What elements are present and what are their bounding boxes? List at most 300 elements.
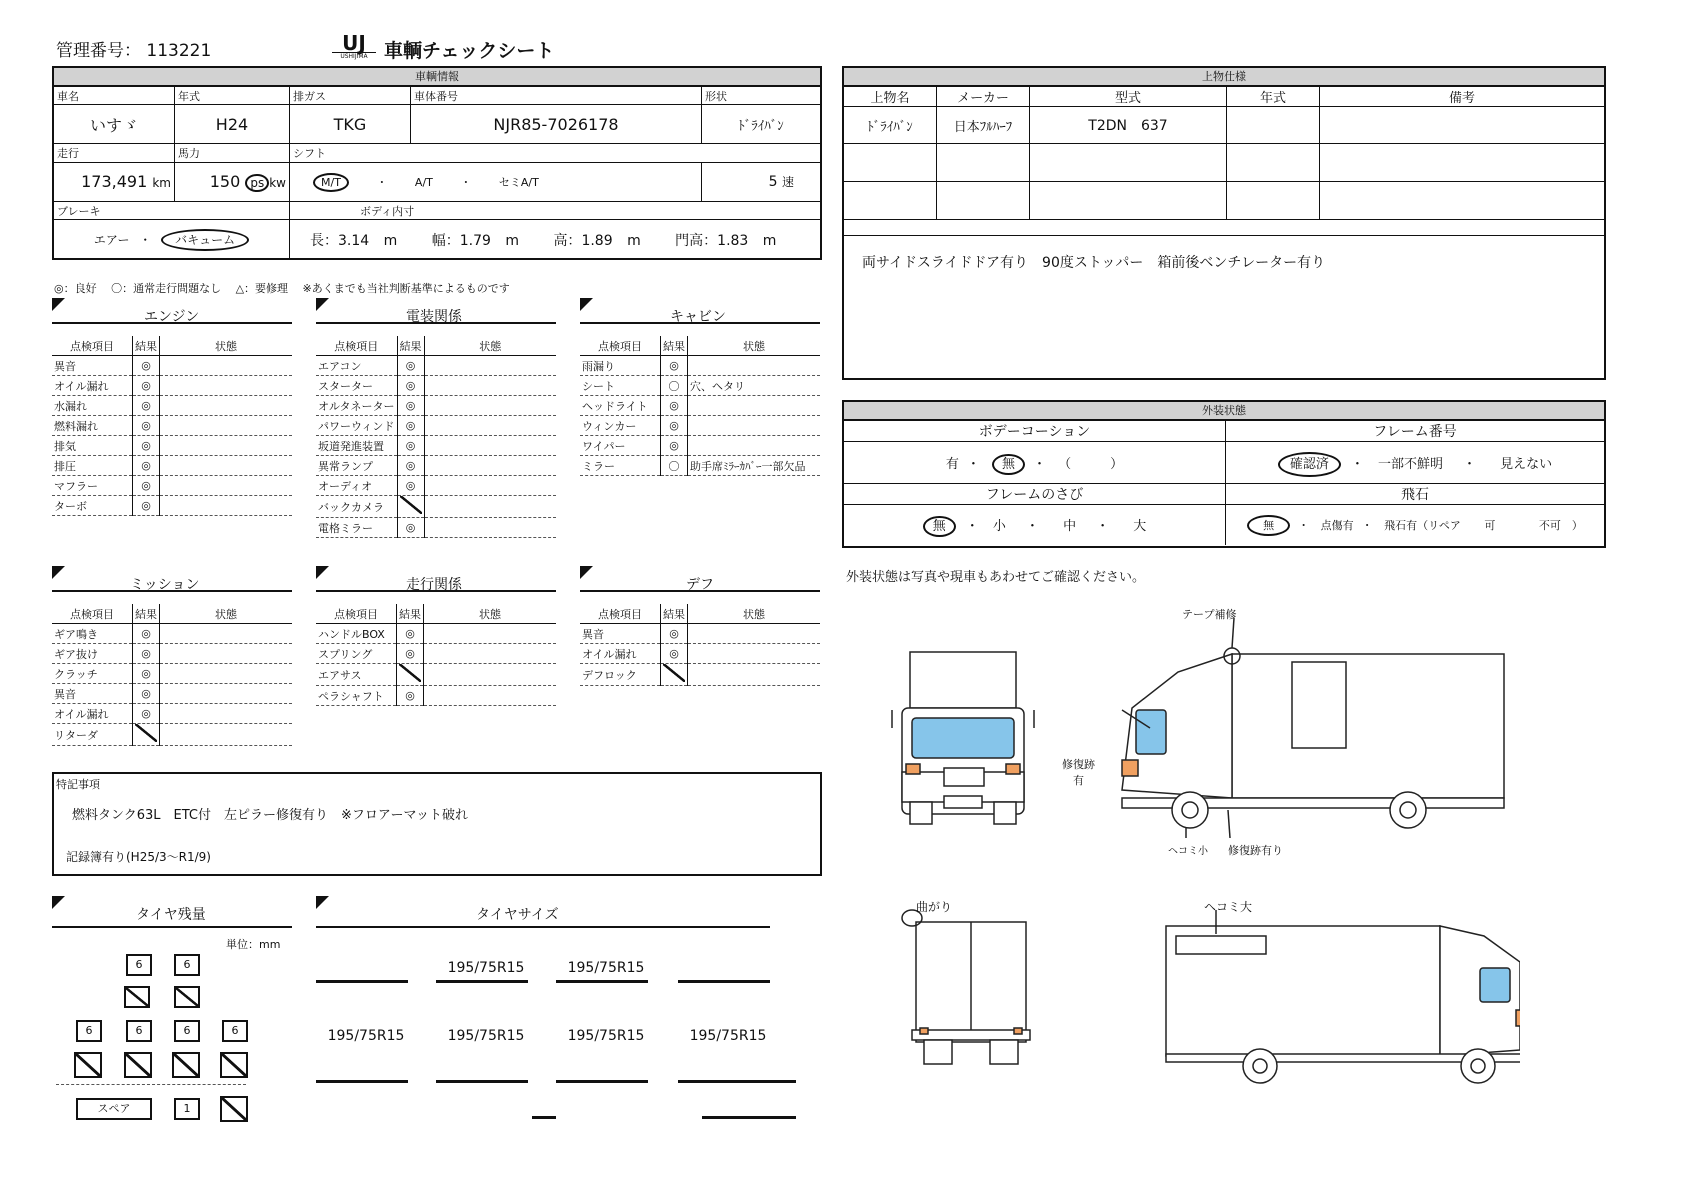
inspection-result <box>661 436 688 456</box>
upper-note: 両サイドスライドドア有り 90度ストッパー 箱前後ベンチレーター有り <box>862 255 1326 271</box>
inspection-item: ミラー <box>580 456 661 476</box>
upper-year <box>1227 107 1320 144</box>
inspection-item: クラッチ <box>52 664 133 684</box>
inspection-result <box>661 456 688 476</box>
result-mark: ◎ <box>141 399 151 412</box>
mission-title: ミッション <box>130 577 200 593</box>
result-mark: 〇 <box>668 459 680 473</box>
result-mark: ◎ <box>669 399 679 412</box>
table-row <box>52 644 292 664</box>
inspection-state <box>688 436 821 456</box>
tyre-rear-3-box <box>172 1052 200 1078</box>
engine-table <box>52 336 292 516</box>
inspection-state <box>160 644 293 664</box>
inspection-state <box>160 436 293 456</box>
inspection-state <box>160 496 293 516</box>
col-state: 状態 <box>688 336 821 356</box>
inspection-state: 穴、ヘタリ <box>688 376 821 396</box>
tyre-front-left: 6 <box>126 954 152 976</box>
legend: ◎：良好 〇：通常走行問題なし △：要修理 ※あくまでも当社判断基準によるものです <box>54 282 510 295</box>
tyre-size-title: タイヤサイズ <box>476 907 559 923</box>
brake-cell: エアー ・ バキューム <box>54 220 290 259</box>
vehicle-name: いすゞ <box>54 105 175 144</box>
label-exhaust: 排ガス <box>290 87 411 105</box>
inspection-item: 燃料漏れ <box>52 416 133 436</box>
brake-air: エアー <box>93 233 130 248</box>
shift-semi: セミA/T <box>498 175 539 189</box>
speeds-value: 5 <box>768 174 778 191</box>
inspection-state <box>688 356 821 376</box>
inspection-result <box>397 664 424 686</box>
inspection-state <box>160 416 293 436</box>
vehicle-info-box <box>52 66 822 260</box>
inspection-item: スターター <box>316 376 397 396</box>
inspection-item: エアコン <box>316 356 397 376</box>
inspection-state <box>688 624 821 644</box>
label-name: 車名 <box>54 87 175 105</box>
inspection-state <box>424 356 556 376</box>
tyre-rear-2-box <box>124 1052 152 1078</box>
electrical-title: 電装関係 <box>406 309 462 325</box>
exterior-box <box>842 400 1606 548</box>
result-mark: ◎ <box>405 627 415 640</box>
frame-rust-none: 無 <box>923 516 956 537</box>
col-state: 状態 <box>160 604 293 624</box>
inspection-item: ハンドルBOX <box>316 624 397 644</box>
inspection-result <box>397 518 424 538</box>
inspection-result <box>397 376 424 396</box>
inspection-state <box>424 376 556 396</box>
inspection-result <box>133 376 160 396</box>
table-row <box>52 456 292 476</box>
col-item: 点検項目 <box>580 604 661 624</box>
special-line-1: 燃料タンク63L ETC付 左ピラー修復有り ※フロアーマット破れ <box>72 808 468 823</box>
inspection-state <box>688 416 821 436</box>
table-row <box>316 518 556 538</box>
hp-cell <box>175 162 290 201</box>
frame-rust-options: 無 ・ 小 ・ 中 ・ 大 <box>844 505 1226 545</box>
door-height: 1.83 <box>717 232 749 249</box>
table-row <box>52 496 292 516</box>
table-row <box>52 624 292 644</box>
result-mark: ◎ <box>405 379 416 392</box>
result-mark: ◎ <box>405 419 416 432</box>
result-mark: ◎ <box>669 627 679 640</box>
exterior-note: 外装状態は写真や現車もあわせてご確認ください。 <box>846 570 1146 585</box>
table-row <box>316 686 556 706</box>
inspection-result <box>397 496 424 518</box>
inspection-result <box>133 396 160 416</box>
inspection-state <box>160 456 293 476</box>
col-upper-name: 上物名 <box>844 87 937 107</box>
inspection-state <box>424 396 556 416</box>
hp-unit-kw: kw <box>269 176 286 191</box>
cabin-title: キャビン <box>670 309 726 325</box>
inspection-state <box>160 624 293 644</box>
diff-title: デフ <box>686 577 714 593</box>
inspection-result <box>133 356 160 376</box>
not-applicable-icon <box>135 724 157 742</box>
inspection-item: 雨漏り <box>580 356 661 376</box>
inspection-state <box>688 664 821 686</box>
table-row <box>316 396 556 416</box>
label-year: 年式 <box>175 87 290 105</box>
inspection-state <box>688 644 821 664</box>
table-row <box>316 496 556 518</box>
inspection-result <box>661 664 688 686</box>
inspection-result <box>133 684 160 704</box>
table-row <box>52 724 292 746</box>
inspection-item: ギア鳴き <box>52 624 133 644</box>
result-mark: ◎ <box>141 499 151 512</box>
tyre-size-marker-icon <box>316 896 329 909</box>
truck-rear-view <box>902 910 1030 1064</box>
inspection-state <box>160 396 293 416</box>
inspection-result <box>661 644 688 664</box>
col-item: 点検項目 <box>316 604 397 624</box>
inspection-state <box>424 496 556 518</box>
inspection-state <box>160 376 293 396</box>
result-mark: ◎ <box>669 647 679 660</box>
inspection-state <box>424 644 557 664</box>
label-chassis: 車体番号 <box>411 87 702 105</box>
truck-left-view <box>1166 910 1520 1083</box>
result-mark: ◎ <box>405 399 416 412</box>
special-line-2: 記録簿有り(H25/3～R1/9) <box>66 850 211 864</box>
inspection-item: オーディオ <box>316 476 397 496</box>
tyre-size-front-left: 195/75R15 <box>447 960 525 976</box>
inspection-result <box>661 396 688 416</box>
tyre-rem-unit: 単位：mm <box>226 938 281 951</box>
upper-model: T2DN 637 <box>1030 107 1227 144</box>
inspection-state <box>424 664 557 686</box>
inspection-result <box>397 416 424 436</box>
inspection-item: オイル漏れ <box>52 704 133 724</box>
mileage-unit: km <box>152 176 171 191</box>
exterior-header: 外装状態 <box>844 402 1604 420</box>
inspection-state <box>688 396 821 416</box>
brake-vacuum: バキューム <box>161 229 249 251</box>
inspection-item: デフロック <box>580 664 661 686</box>
table-row <box>580 356 820 376</box>
tyre-size-rear-2: 195/75R15 <box>447 1028 525 1044</box>
table-row <box>580 456 820 476</box>
upper-spec-header: 上物仕様 <box>844 68 1604 86</box>
tyre-size-rear-1: 195/75R15 <box>327 1028 405 1044</box>
col-result: 結果 <box>661 604 688 624</box>
inspection-item: シート <box>580 376 661 396</box>
inspection-item: エアサス <box>316 664 397 686</box>
tyre-rem-title: タイヤ残量 <box>136 907 206 923</box>
inspection-item: 電格ミラー <box>316 518 397 538</box>
table-row <box>316 624 556 644</box>
col-result: 結果 <box>133 336 160 356</box>
body-coat-label: ボデーコーション <box>844 421 1226 442</box>
label-tape-repair: テープ補修 <box>1182 608 1237 621</box>
result-mark: ◎ <box>141 627 151 640</box>
mission-table <box>52 604 292 746</box>
col-state: 状態 <box>424 604 557 624</box>
inspection-item: リターダ <box>52 724 133 746</box>
label-repair-has: 修復跡有り <box>1228 844 1283 857</box>
inspection-item: ペラシャフト <box>316 686 397 706</box>
page-title: 車輌チェックシート <box>384 40 555 62</box>
stone-options: 無 ・ 点傷有 ・ 飛石有（リペア 可 不可 ） <box>1226 505 1605 545</box>
label-hp: 馬力 <box>175 144 290 162</box>
table-row <box>52 436 292 456</box>
col-item: 点検項目 <box>52 604 133 624</box>
vehicle-shape: ﾄﾞﾗｲﾊﾞﾝ <box>702 105 821 144</box>
inspection-result <box>133 496 160 516</box>
table-row <box>52 476 292 496</box>
label-body: ボディ内寸 <box>290 201 821 219</box>
tyre-rear-3: 6 <box>174 1020 200 1042</box>
tyre-size-front-right: 195/75R15 <box>567 960 645 976</box>
inspection-result <box>397 686 424 706</box>
upper-name: ﾄﾞﾗｲﾊﾞﾝ <box>844 107 937 144</box>
inspection-result <box>133 476 160 496</box>
col-year: 年式 <box>1227 87 1320 107</box>
hp-value: 150 <box>209 172 241 192</box>
label-dent-small: ヘコミ小 <box>1168 846 1208 857</box>
inspection-item: オイル漏れ <box>52 376 133 396</box>
table-row <box>580 436 820 456</box>
body-dims-cell: 長：3.14 m 幅：1.79 m 高：1.89 m 門高：1.83 m <box>290 220 821 259</box>
inspection-result <box>397 456 424 476</box>
table-row <box>316 376 556 396</box>
result-mark: ◎ <box>141 379 151 392</box>
tyre-rear-4: 6 <box>222 1020 248 1042</box>
table-row <box>52 396 292 416</box>
label-dent-big: ヘコミ大 <box>1204 900 1253 914</box>
inspection-state <box>160 724 293 746</box>
inspection-result <box>133 624 160 644</box>
body-length: 3.14 <box>338 232 370 249</box>
body-coat-options: 有 ・ 無 ・ （ ） <box>844 442 1226 484</box>
col-state: 状態 <box>160 336 293 356</box>
table-row <box>52 664 292 684</box>
mgmt-number-row <box>56 36 211 61</box>
table-row <box>316 436 556 456</box>
mileage-value: 173,491 <box>81 172 148 192</box>
result-mark: ◎ <box>405 439 416 452</box>
label-shape: 形状 <box>702 87 821 105</box>
mission-marker-icon <box>52 566 65 579</box>
inspection-state <box>424 456 556 476</box>
inspection-item: バックカメラ <box>316 496 397 518</box>
tyre-front-left-box <box>124 986 150 1008</box>
inspection-item: ギア抜け <box>52 644 133 664</box>
special-notes-title: 特記事項 <box>56 778 100 791</box>
table-row <box>52 376 292 396</box>
table-row <box>316 416 556 436</box>
truck-side-view <box>1122 618 1504 838</box>
result-mark: ◎ <box>141 707 151 720</box>
driving-table <box>316 604 556 706</box>
result-mark: ◎ <box>141 687 151 700</box>
stone-none: 無 <box>1247 515 1290 536</box>
truck-front-view <box>892 652 1034 824</box>
frame-no-options: 確認済 ・ 一部不鮮明 ・ 見えない <box>1226 442 1605 484</box>
table-row <box>580 416 820 436</box>
upper-spec-box <box>842 66 1606 380</box>
mgmt-number: 113221 <box>146 41 212 61</box>
tyre-size-rear-4: 195/75R15 <box>689 1028 767 1044</box>
inspection-result <box>661 416 688 436</box>
inspection-item: 水漏れ <box>52 396 133 416</box>
inspection-result <box>661 624 688 644</box>
tyre-spare: 1 <box>174 1098 200 1120</box>
shift-cell: M/T ・ A/T ・ セミA/T <box>290 162 702 201</box>
result-mark: ◎ <box>405 359 416 372</box>
inspection-item: 排圧 <box>52 456 133 476</box>
col-maker: メーカー <box>937 87 1030 107</box>
table-row <box>580 396 820 416</box>
body-coat-none: 無 <box>992 454 1025 475</box>
driving-title: 走行関係 <box>406 577 462 593</box>
col-item: 点検項目 <box>52 336 133 356</box>
body-width: 1.79 <box>459 232 491 249</box>
table-row <box>52 356 292 376</box>
result-mark: ◎ <box>405 479 416 492</box>
inspection-item: 排気 <box>52 436 133 456</box>
inspection-result <box>397 356 424 376</box>
tyre-size-rear-3: 195/75R15 <box>567 1028 645 1044</box>
table-row <box>52 684 292 704</box>
table-row <box>316 356 556 376</box>
mileage-cell <box>54 162 175 201</box>
inspection-result <box>133 416 160 436</box>
col-state: 状態 <box>688 604 821 624</box>
col-result: 結果 <box>133 604 160 624</box>
inspection-item: ヘッドライト <box>580 396 661 416</box>
inspection-result <box>397 436 424 456</box>
inspection-state <box>424 476 556 496</box>
table-row <box>52 416 292 436</box>
result-mark: ◎ <box>669 419 679 432</box>
mgmt-label: 管理番号： <box>56 41 141 61</box>
stone-label: 飛石 <box>1226 484 1605 505</box>
shift-mt: M/T <box>313 173 349 192</box>
table-row <box>316 664 556 686</box>
inspection-item: ウィンカー <box>580 416 661 436</box>
inspection-state <box>424 624 557 644</box>
table-row <box>316 456 556 476</box>
inspection-item: マフラー <box>52 476 133 496</box>
tyre-rem-marker-icon <box>52 896 65 909</box>
inspection-state <box>424 686 557 706</box>
result-mark: ◎ <box>141 667 151 680</box>
result-mark: ◎ <box>141 479 151 492</box>
not-applicable-icon <box>400 496 422 514</box>
table-row <box>580 624 820 644</box>
result-mark: ◎ <box>141 359 151 372</box>
col-state: 状態 <box>424 336 556 356</box>
frame-rust-label: フレームのさび <box>844 484 1226 505</box>
result-mark: 〇 <box>668 379 680 393</box>
result-mark: ◎ <box>405 647 415 660</box>
label-mileage: 走行 <box>54 144 175 162</box>
result-mark: ◎ <box>141 647 151 660</box>
upper-maker: 日本ﾌﾙﾊｰﾌ <box>937 107 1030 144</box>
label-shift: シフト <box>290 144 821 162</box>
frame-no-label: フレーム番号 <box>1226 421 1605 442</box>
shift-at: A/T <box>414 175 433 189</box>
vehicle-exhaust: TKG <box>290 105 411 144</box>
inspection-result <box>133 644 160 664</box>
electrical-table <box>316 336 556 538</box>
col-item: 点検項目 <box>580 336 661 356</box>
inspection-item: 異音 <box>52 356 133 376</box>
inspection-result <box>133 664 160 684</box>
not-applicable-icon <box>399 664 421 682</box>
col-remarks: 備考 <box>1320 87 1605 107</box>
tyre-rear-1-box <box>74 1052 102 1078</box>
tyre-spare-box <box>220 1096 248 1122</box>
col-result: 結果 <box>397 336 424 356</box>
inspection-item: オイル漏れ <box>580 644 661 664</box>
engine-title: エンジン <box>144 309 200 325</box>
result-mark: ◎ <box>669 439 679 452</box>
table-row <box>580 376 820 396</box>
result-mark: ◎ <box>141 439 151 452</box>
diff-marker-icon <box>580 566 593 579</box>
result-mark: ◎ <box>141 459 151 472</box>
inspection-result <box>661 376 688 396</box>
vehicle-chassis: NJR85-7026178 <box>411 105 702 144</box>
inspection-item: オルタネーター <box>316 396 397 416</box>
tyre-rear-2: 6 <box>126 1020 152 1042</box>
tyre-rear-1: 6 <box>76 1020 102 1042</box>
tyre-front-right: 6 <box>174 954 200 976</box>
inspection-state <box>160 356 293 376</box>
col-model: 型式 <box>1030 87 1227 107</box>
table-row <box>580 664 820 686</box>
inspection-result <box>133 436 160 456</box>
table-row <box>316 476 556 496</box>
inspection-item: ターボ <box>52 496 133 516</box>
driving-marker-icon <box>316 566 329 579</box>
speeds-unit: 速 <box>781 175 794 190</box>
result-mark: ◎ <box>141 419 151 432</box>
upper-remarks <box>1320 107 1605 144</box>
inspection-result <box>397 396 424 416</box>
inspection-state: 助手席ﾐﾗｰｶﾊﾞｰ一部欠品 <box>688 456 821 476</box>
inspection-result <box>133 704 160 724</box>
inspection-state <box>424 436 556 456</box>
inspection-item: 異音 <box>52 684 133 704</box>
label-bend: 曲がり <box>916 900 953 914</box>
company-logo: UJ USHIJIMA <box>332 34 376 62</box>
vehicle-info-header: 車輌情報 <box>54 68 820 86</box>
result-mark: ◎ <box>405 689 415 702</box>
hp-unit-ps: ps <box>245 174 269 192</box>
frame-no-confirmed: 確認済 <box>1278 452 1341 477</box>
inspection-state <box>160 476 293 496</box>
diff-table <box>580 604 820 686</box>
inspection-item: 坂道発進装置 <box>316 436 397 456</box>
result-mark: ◎ <box>405 459 416 472</box>
body-height: 1.89 <box>581 232 613 249</box>
label-repair-mark: 修復跡 有 <box>1062 758 1095 787</box>
col-result: 結果 <box>397 604 424 624</box>
inspection-item: パワーウィンド <box>316 416 397 436</box>
speeds-cell <box>702 162 821 201</box>
result-mark: ◎ <box>669 359 679 372</box>
inspection-state <box>160 684 293 704</box>
inspection-item: 異音 <box>580 624 661 644</box>
table-row <box>316 644 556 664</box>
